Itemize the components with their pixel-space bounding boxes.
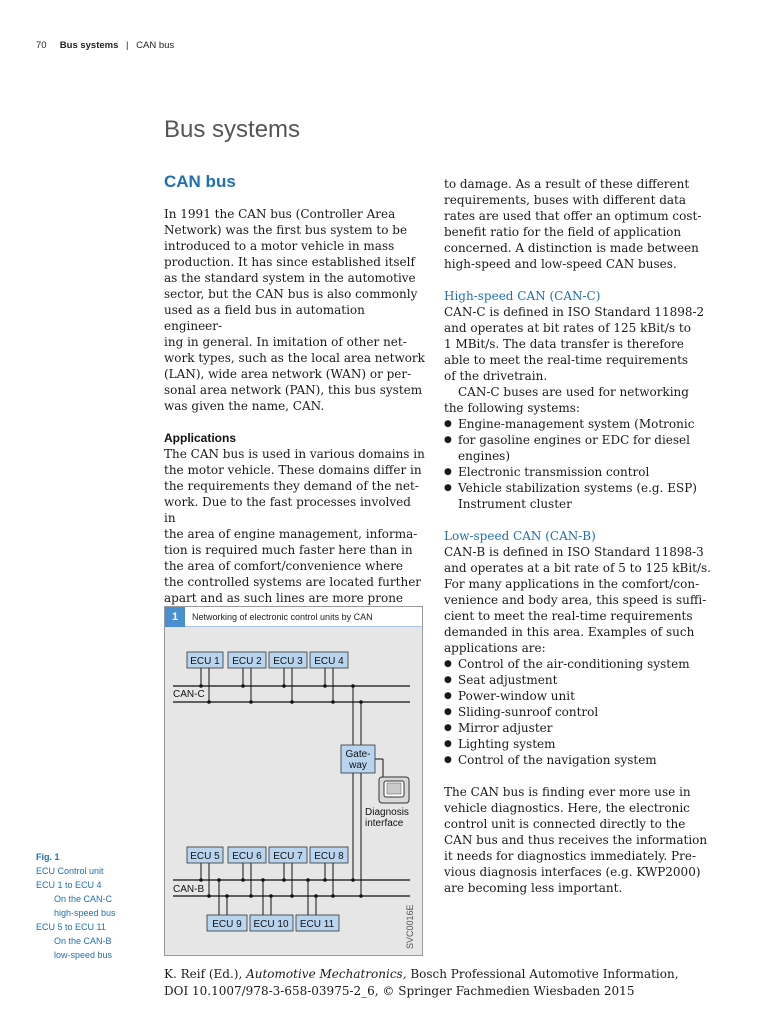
section-title: Bus systems bbox=[164, 116, 301, 143]
right-column bbox=[444, 176, 714, 896]
legend-line: high-speed bus bbox=[54, 908, 116, 918]
list-item: ● Engine-management system (Motronic bbox=[444, 416, 714, 432]
bottom-junction-dots bbox=[217, 878, 318, 898]
top-junction-dots bbox=[199, 684, 335, 704]
left-column bbox=[164, 174, 426, 606]
legend-line: On the CAN-B bbox=[54, 936, 112, 946]
ecu-10-label: ECU 10 bbox=[253, 919, 289, 930]
mid-ecus bbox=[187, 847, 348, 863]
high-speed-list bbox=[444, 416, 714, 512]
legend-line: low-speed bus bbox=[54, 950, 113, 960]
bottom-ecus bbox=[207, 915, 339, 931]
diagnosis-label-2: interface bbox=[365, 818, 404, 829]
gateway-label-1: Gate- bbox=[345, 749, 371, 760]
ecu-5-label: ECU 5 bbox=[190, 851, 220, 862]
ecu-9-label: ECU 9 bbox=[212, 919, 242, 930]
list-item: ● Electronic transmission control bbox=[444, 464, 714, 480]
list-item: ● Vehicle stabilization systems (e.g. ESP) bbox=[444, 480, 714, 496]
list-item: ● Control of the air-conditioning system bbox=[444, 656, 714, 672]
list-item: ● Control of the navigation system bbox=[444, 752, 714, 768]
diagnostics-paragraph: The CAN bus is finding ever more use in vehicle diagnostics. Here, the electronic control unit is connected directly to the CAN bus and thus receives the information it needs for diagnostics immediately. Pre- vious diagnosis interfaces (e.g. KWP2000) are becoming less important. bbox=[444, 785, 708, 895]
top-ecu-stubs bbox=[201, 667, 333, 702]
can-network-figure bbox=[164, 606, 423, 956]
high-speed-heading: High-speed CAN (CAN-C) bbox=[444, 289, 601, 303]
list-item: Instrument cluster bbox=[458, 497, 572, 511]
legend-line: ECU 1 to ECU 4 bbox=[36, 880, 102, 890]
gateway-label-2: way bbox=[349, 760, 367, 771]
applications-paragraph: The CAN bus is used in various domains in the motor vehicle. These domains differ in the requirements they demand of the net- work. Due to the fast processes involved in the area of engine management, informa- tion is required much faster here than in the area of comfort/convenience where the controlled systems are located further apart and as such lines are more prone bbox=[164, 447, 425, 605]
can-b-label: CAN-B bbox=[173, 884, 205, 895]
top-ecus bbox=[187, 652, 348, 668]
list-item: ● for gasoline engines or EDC for diesel bbox=[444, 432, 714, 448]
legend-line: ECU 5 to ECU 11 bbox=[36, 922, 106, 932]
legend-line: ECU Control unit bbox=[36, 866, 104, 876]
legend-line: On the CAN-C bbox=[54, 894, 113, 904]
citation-footer bbox=[164, 966, 679, 1000]
intro-paragraph: In 1991 the CAN bus (Controller Area Network) was the first bus system to be introduced to a motor vehicle in mass production. It has since established itself as the standard system in the automotive sector, but the CAN bus is also commonly used as a field bus in automation engineer- ing in general. In imitation of other net- work types, such as the local area network (LAN), wide area network (WAN) or per- sonal area network (PAN), this bus system was given the name, CAN. bbox=[164, 207, 425, 413]
ecu-7-label: ECU 7 bbox=[273, 851, 303, 862]
ecu-3-label: ECU 3 bbox=[273, 656, 303, 667]
continuation-paragraph: to damage. As a result of these different requirements, buses with different data rates are used that offer an optimum cost- benefit ratio for the field of application concerned. A distinction is made between high-speed and low-speed CAN buses. bbox=[444, 177, 702, 271]
applications-heading: Applications bbox=[164, 431, 237, 445]
list-item: ● Power-window unit bbox=[444, 688, 714, 704]
ecu-6-label: ECU 6 bbox=[232, 851, 262, 862]
list-item: ● Sliding-sunroof control bbox=[444, 704, 714, 720]
diagnosis-label-1: Diagnosis bbox=[365, 807, 409, 818]
low-speed-paragraph: CAN-B is defined in ISO Standard 11898-3 and operates at a bit rate of 5 to 125 kBit/s. For many applications in the comfort/con- venience and body area, this speed is suffi- cient to meet the real-time requirements demanded in this area. Examples of such applications are: bbox=[444, 545, 711, 655]
figure-title: Networking of electronic control units by CAN bbox=[192, 612, 373, 622]
list-item: ● Lighting system bbox=[444, 736, 714, 752]
running-header bbox=[36, 40, 174, 51]
figure-number: 1 bbox=[165, 607, 185, 627]
ecu-1-label: ECU 1 bbox=[190, 656, 220, 667]
ecu-11-label: ECU 11 bbox=[299, 919, 335, 930]
can-network-diagram bbox=[165, 607, 424, 957]
can-c-label: CAN-C bbox=[173, 689, 205, 700]
citation-line-1: K. Reif (Ed.), Automotive Mechatronics, Bosch Professional Automotive Information, bbox=[164, 967, 679, 981]
header-section: Bus systems bbox=[59, 40, 119, 51]
book-title: Automotive Mechatronics, bbox=[246, 967, 407, 981]
ecu-2-label: ECU 2 bbox=[232, 656, 262, 667]
list-item: engines) bbox=[458, 449, 511, 463]
figure-code: SVC0016E bbox=[405, 904, 415, 949]
figure-legend bbox=[36, 850, 146, 962]
low-speed-heading: Low-speed CAN (CAN-B) bbox=[444, 529, 596, 543]
header-subsection: CAN bus bbox=[136, 40, 175, 51]
header-separator: | bbox=[126, 40, 129, 51]
bottom-ecu-stubs bbox=[219, 880, 316, 915]
figure-caption-bar bbox=[165, 607, 422, 627]
list-item: ● Mirror adjuster bbox=[444, 720, 714, 736]
ecu-4-label: ECU 4 bbox=[314, 656, 344, 667]
page-number: 70 bbox=[36, 40, 47, 51]
list-item: ● Seat adjustment bbox=[444, 672, 714, 688]
ecu-8-label: ECU 8 bbox=[314, 851, 344, 862]
can-bus-heading: CAN bus bbox=[164, 172, 236, 191]
low-speed-list bbox=[444, 656, 714, 768]
citation-line-2: DOI 10.1007/978-3-658-03975-2_6, © Springer Fachmedien Wiesbaden 2015 bbox=[164, 984, 635, 998]
figure-legend-label: Fig. 1 bbox=[36, 852, 60, 862]
diagnosis-device-icon bbox=[379, 777, 409, 803]
high-speed-paragraph: CAN-C is defined in ISO Standard 11898-2 and operates at bit rates of 125 kBit/s to 1 MBit/s. The data transfer is therefore able to meet the real-time requirements of the drivetrain. CAN-C buses are used for networking the following systems: bbox=[444, 305, 705, 415]
